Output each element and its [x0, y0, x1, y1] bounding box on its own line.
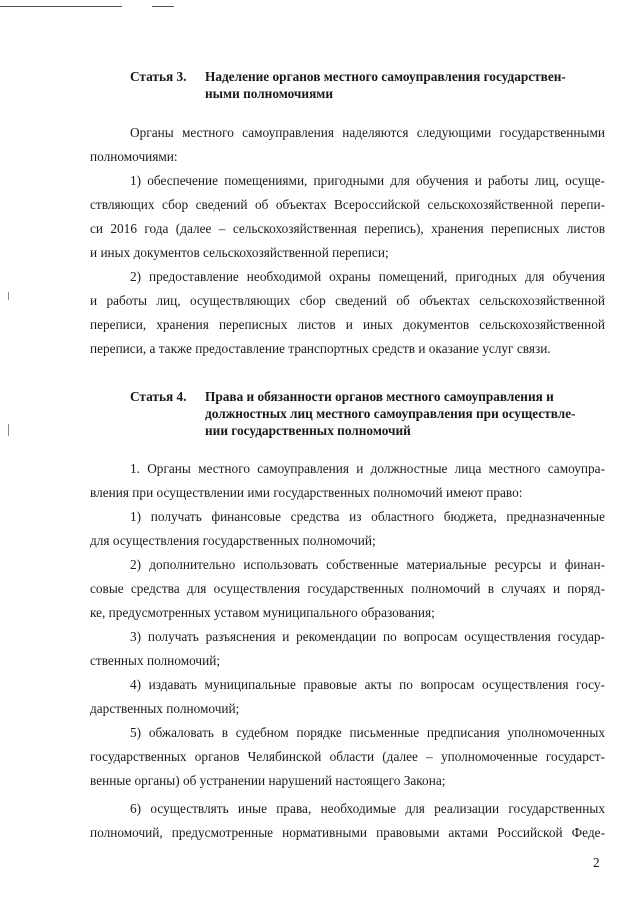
article-4-title-line: должностных лиц местного самоуправления при осуществле-	[205, 406, 576, 421]
paragraph-line: 4) издавать муниципальные правовые акты по вопросам осуществления госу-	[130, 677, 605, 692]
paragraph-line: для осуществления государственных полномочий;	[90, 533, 376, 548]
paragraph-line: 3) получать разъяснения и рекомендации по вопросам осуществления государ-	[130, 629, 605, 644]
paragraph-line: государственных органов Челябинской области (далее – уполномоченные государст-	[90, 749, 605, 764]
paragraph-line: переписи, хранения переписных листов и иных документов сельскохозяйственной	[90, 317, 605, 332]
article-3-title	[205, 68, 611, 102]
paragraph-line: совые средства для осуществления государственных полномочий в случаях и поряд-	[90, 581, 605, 596]
paragraph-line: и работы лиц, осуществляющих сбор сведений об объектах сельскохозяйственной	[90, 293, 605, 308]
paragraph-line: дарственных полномочий;	[90, 701, 240, 716]
paragraph-line: 2) дополнительно использовать собственные материальные ресурсы и финан-	[130, 557, 605, 572]
article-4-title-line: Права и обязанности органов местного самоуправления и	[205, 389, 554, 404]
paragraph-line: ствляющих сбор сведений об объектах Всероссийской сельскохозяйственной перепи-	[90, 197, 605, 212]
paragraph-line: ственных полномочий;	[90, 653, 221, 668]
scan-artifact-tick	[8, 424, 9, 436]
page-number: 2	[593, 855, 600, 870]
article-3-title-line: ными полномочиями	[205, 86, 333, 101]
scan-artifact-line	[0, 6, 122, 7]
article-4-title-line: нии государственных полномочий	[205, 423, 411, 438]
paragraph-line: венные органы) об устранении нарушений настоящего Закона;	[90, 773, 446, 788]
article-3-title-line: Наделение органов местного самоуправления государствен-	[205, 69, 566, 84]
paragraph-line: и иных документов сельскохозяйственной переписи;	[90, 245, 389, 260]
paragraph-line: полномочий, предусмотренные нормативными правовыми актами Российской Феде-	[90, 825, 605, 840]
paragraph-line: си 2016 года (далее – сельскохозяйственная перепись), хранения переписных листов	[90, 221, 605, 236]
paragraph-line: переписи, а также предоставление транспортных средств и оказание услуг связи.	[90, 341, 551, 356]
article-3-number: Статья 3.	[130, 69, 187, 84]
paragraph-line: вления при осуществлении ими государственных полномочий имеют право:	[90, 485, 523, 500]
paragraph-line: 1) обеспечение помещениями, пригодными для обучения и работы лиц, осуще-	[130, 173, 605, 188]
article-4-title	[205, 388, 611, 439]
paragraph-line: Органы местного самоуправления наделяются следующими государственными	[130, 125, 605, 140]
scan-artifact-tick	[8, 292, 9, 300]
paragraph-line: 1. Органы местного самоуправления и должностные лица местного самоупра-	[130, 461, 605, 476]
scan-artifact-line	[152, 6, 174, 7]
paragraph-line: 6) осуществлять иные права, необходимые для реализации государственных	[130, 801, 605, 816]
paragraph-line: 2) предоставление необходимой охраны помещений, пригодных для обучения	[130, 269, 605, 284]
article-4-number: Статья 4.	[130, 389, 187, 404]
paragraph-line: ке, предусмотренных уставом муниципального образования;	[90, 605, 435, 620]
paragraph-line: 5) обжаловать в судебном порядке письменные предписания уполномоченных	[130, 725, 605, 740]
paragraph-line: 1) получать финансовые средства из областного бюджета, предназначенные	[130, 509, 605, 524]
paragraph-line: полномочиями:	[90, 149, 178, 164]
